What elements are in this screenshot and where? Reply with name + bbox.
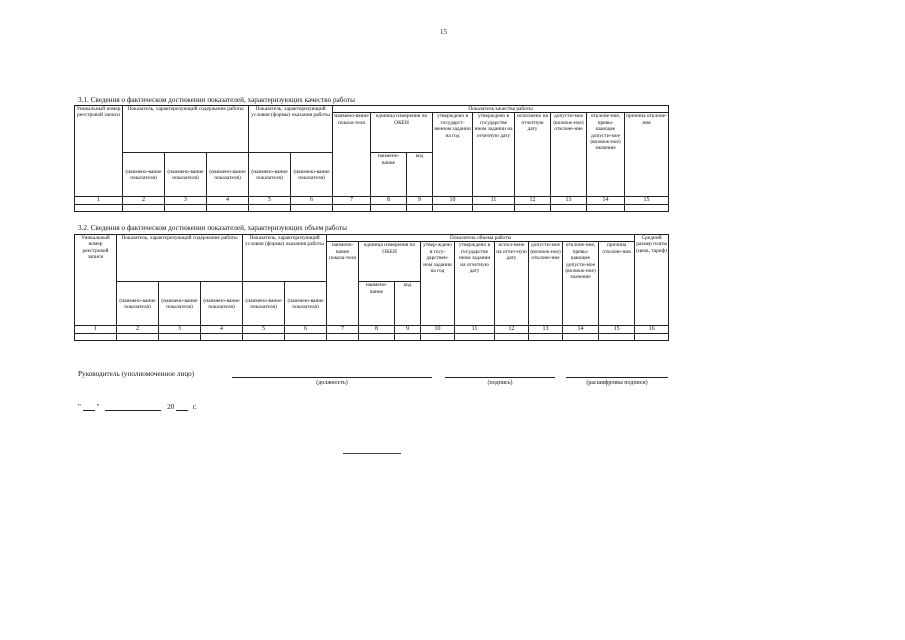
year-suffix: г. xyxy=(192,403,197,411)
month-field[interactable] xyxy=(105,403,161,411)
column-number: 8 xyxy=(359,326,395,334)
header-unit-name: наимено-вание xyxy=(359,282,395,326)
subheader-name: (наимено-вание показателя) xyxy=(249,153,291,197)
header-quality: Показатель качества работы xyxy=(333,106,669,113)
column-number: 3 xyxy=(165,197,207,205)
signature-line[interactable] xyxy=(445,377,555,378)
column-number: 4 xyxy=(201,326,243,334)
column-number: 14 xyxy=(563,326,599,334)
header-unit: единица измерения по ОКЕИ xyxy=(359,242,421,282)
header-indicator-name: наимено-вание показа-теля xyxy=(333,113,371,197)
column-number: 11 xyxy=(455,326,495,334)
column-number: 1 xyxy=(75,326,117,334)
header-reason: причина отклоне-ния xyxy=(599,242,635,326)
header-average-fee: Средний размер платы (цена, тариф) xyxy=(635,235,669,326)
subheader-name: (наимено-вание показателя) xyxy=(165,153,207,197)
column-number: 9 xyxy=(395,326,421,334)
position-line[interactable] xyxy=(232,377,432,378)
header-approved-period: утверждено в государстве нном задании на отчетную дату xyxy=(473,113,515,197)
column-number: 4 xyxy=(207,197,249,205)
header-executed: исполнено на отчетную дату xyxy=(515,113,551,197)
year-prefix: 20 xyxy=(167,403,175,411)
column-number: 9 xyxy=(407,197,433,205)
close-quote: " xyxy=(96,403,100,411)
header-unique-number: Уникальный номер реестровой записи xyxy=(75,235,117,326)
header-executed: испол-нено на отчет-ную дату xyxy=(495,242,529,326)
end-divider xyxy=(343,453,401,454)
header-approved-period: утверждено в государстве нном задании на отчетную дату xyxy=(455,242,495,326)
column-number: 14 xyxy=(587,197,625,205)
subheader-name: (наимено-вание показателя) xyxy=(201,282,243,326)
column-number: 5 xyxy=(249,197,291,205)
header-reason: причина отклоне-ния xyxy=(625,113,669,197)
column-number: 11 xyxy=(473,197,515,205)
subheader-name: (наимено-вание показателя) xyxy=(243,282,285,326)
column-number: 12 xyxy=(495,326,529,334)
column-number: 16 xyxy=(635,326,669,334)
column-number: 8 xyxy=(371,197,407,205)
header-unit-code: код xyxy=(407,153,433,197)
header-indicator-name: наимено-вание показа-теля xyxy=(327,242,359,326)
column-number: 13 xyxy=(551,197,587,205)
year-field[interactable] xyxy=(176,403,188,411)
subheader-name: (наимено-вание показателя) xyxy=(285,282,327,326)
column-number: 10 xyxy=(421,326,455,334)
subheader-name: (наимено-вание показателя) xyxy=(159,282,201,326)
header-unit-name: наимено-вание xyxy=(371,153,407,197)
header-unit: единица измерения по ОКЕИ xyxy=(371,113,433,153)
day-field[interactable] xyxy=(83,403,95,411)
column-number: 2 xyxy=(123,197,165,205)
volume-table xyxy=(74,234,669,341)
column-number: 12 xyxy=(515,197,551,205)
section1-title: 3.1. Сведения о фактическом достижении показателей, характеризующих качество работы xyxy=(78,96,355,104)
column-number: 10 xyxy=(433,197,473,205)
page-number: 15 xyxy=(440,28,447,36)
header-exceeding-deviation: отклоне-ние, превы-шающее допусти-мое (возмож-ное) значение xyxy=(563,242,599,326)
decoding-line[interactable] xyxy=(566,377,668,378)
position-caption: (должность) xyxy=(316,380,348,386)
header-exceeding-deviation: отклоне-ние, превы-шающее допусти-мое (возмож-ное) значение xyxy=(587,113,625,197)
column-number: 2 xyxy=(117,326,159,334)
table-row xyxy=(75,205,669,212)
header-allowed-deviation: допусти-мое (возмож-ное) отклоне-ние xyxy=(529,242,563,326)
signature-label: Руководитель (уполномоченное лицо) xyxy=(78,370,195,378)
signature-caption: (подпись) xyxy=(487,380,513,386)
column-number: 15 xyxy=(625,197,669,205)
header-unique-number: Уникальный номер реестровой записи xyxy=(75,106,123,197)
header-volume: Показатель объема работы xyxy=(327,235,635,242)
column-number: 5 xyxy=(243,326,285,334)
header-allowed-deviation: допусти-мое (возмож-ное) отклоне-ние xyxy=(551,113,587,197)
column-number: 13 xyxy=(529,326,563,334)
header-unit-code: код xyxy=(395,282,421,326)
subheader-name: (наимено-вание показателя) xyxy=(117,282,159,326)
header-conditions: Показатель, характеризующий условия (формы) оказания работы xyxy=(243,235,327,282)
column-number: 6 xyxy=(291,197,333,205)
column-number: 7 xyxy=(333,197,371,205)
header-approved-year: утвер-ждено в госу-дарствен-ном задании на год xyxy=(421,242,455,326)
column-number: 7 xyxy=(327,326,359,334)
decoding-caption: (расшифровка подписи) xyxy=(586,380,648,386)
date-line xyxy=(78,403,197,411)
column-number: 6 xyxy=(285,326,327,334)
column-number: 15 xyxy=(599,326,635,334)
header-approved-year: утверждено в государст-венном задании на год xyxy=(433,113,473,197)
column-number: 3 xyxy=(159,326,201,334)
subheader-name: (наимено-вание показателя) xyxy=(207,153,249,197)
header-content: Показатель, характеризующий содержание работы xyxy=(117,235,243,282)
column-number: 1 xyxy=(75,197,123,205)
quality-table xyxy=(74,105,669,212)
header-conditions: Показатель, характеризующий условия (формы) оказания работы xyxy=(249,106,333,153)
section2-title: 3.2. Сведения о фактическом достижении показателей, характеризующих объем работы xyxy=(78,224,347,232)
subheader-name: (наимено-вание показателя) xyxy=(291,153,333,197)
subheader-name: (наимено-вание показателя) xyxy=(123,153,165,197)
header-content: Показатель, характеризующий содержание работы xyxy=(123,106,249,153)
table-row xyxy=(75,334,669,341)
open-quote: " xyxy=(78,403,81,411)
